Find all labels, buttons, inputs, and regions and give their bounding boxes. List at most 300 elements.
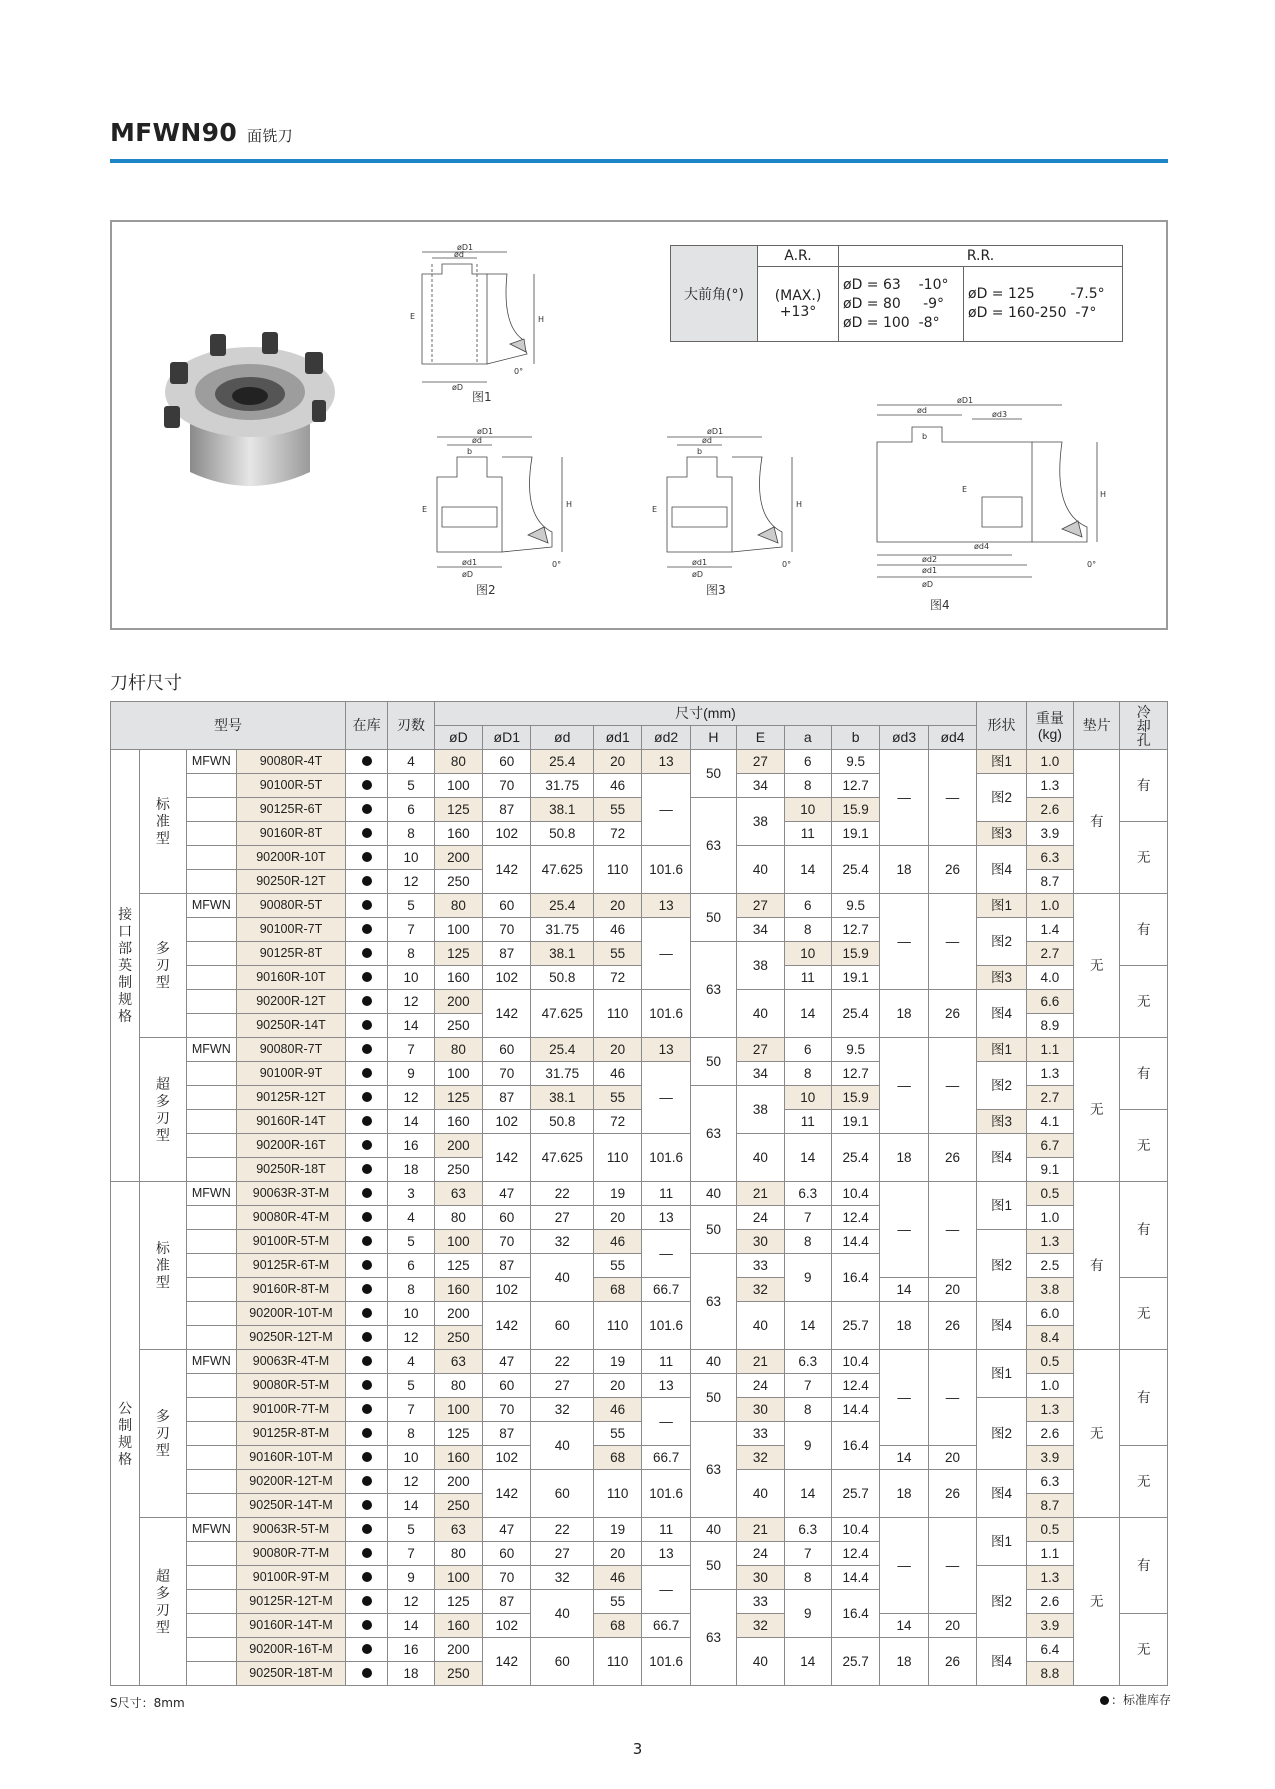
shape: 图4: [977, 1302, 1026, 1350]
teeth: 12: [388, 1326, 434, 1350]
fig3-d1b-label: ød1: [692, 558, 708, 567]
model-prefix: [186, 1662, 236, 1686]
dim-b: 12.7: [831, 774, 879, 798]
model-code: 90160R-8T-M: [237, 1278, 346, 1302]
dim-d2: 13: [642, 750, 690, 774]
model-code: 90100R-9T-M: [237, 1566, 346, 1590]
coolant: 无: [1120, 1110, 1168, 1182]
dim-d: 60: [531, 1470, 594, 1518]
dim-D: 80: [434, 1374, 482, 1398]
weight: 2.6: [1026, 1422, 1073, 1446]
weight: 8.9: [1026, 1014, 1073, 1038]
dim-E: 21: [737, 1518, 784, 1542]
table-row: [111, 1398, 1168, 1422]
table-row: [111, 1062, 1168, 1086]
weight: 1.3: [1026, 1230, 1073, 1254]
dim-d: 50.8: [531, 1110, 594, 1134]
stock-cell: [345, 1230, 387, 1254]
rake-angle-table: [670, 245, 1123, 342]
dim-d1: 110: [593, 1470, 641, 1518]
model-prefix: [186, 870, 236, 894]
dim-D1: 87: [483, 1086, 531, 1110]
teeth: 12: [388, 1590, 434, 1614]
dim-E: 21: [737, 1182, 784, 1206]
dim-E: 27: [737, 894, 784, 918]
section-title: 刀杆尺寸: [110, 673, 182, 694]
dim-b: 25.7: [831, 1470, 879, 1518]
dim-E: 34: [737, 774, 784, 798]
title-rule: [110, 159, 1168, 163]
dim-b: 15.9: [831, 942, 879, 966]
weight: 6.7: [1026, 1134, 1073, 1158]
dim-D1: 60: [483, 1038, 531, 1062]
stock-dot-icon: [1100, 1696, 1109, 1705]
teeth: 12: [388, 1470, 434, 1494]
shape: 图3: [977, 822, 1026, 846]
fig3-h-label: H: [796, 500, 803, 509]
coolant: 无: [1120, 966, 1168, 1038]
dim-E: 32: [737, 1278, 784, 1302]
table-row: [111, 822, 1168, 846]
teeth: 8: [388, 1278, 434, 1302]
dim-b: 12.7: [831, 1062, 879, 1086]
dim-D: 250: [434, 1662, 482, 1686]
dim-d2: 66.7: [642, 1278, 690, 1302]
dim-a: 8: [784, 1230, 831, 1254]
model-code: 90063R-5T-M: [237, 1518, 346, 1542]
dim-h-label: H: [538, 315, 545, 324]
dim-D1: 70: [483, 1062, 531, 1086]
weight: 8.8: [1026, 1662, 1073, 1686]
teeth: 12: [388, 870, 434, 894]
weight: 1.3: [1026, 1062, 1073, 1086]
dim-d1: 68: [593, 1446, 641, 1470]
dim-D: 100: [434, 918, 482, 942]
teeth: 9: [388, 1062, 434, 1086]
th-weight: 重量 (kg): [1026, 702, 1073, 750]
stock-cell: [345, 1038, 387, 1062]
stock-cell: [345, 1566, 387, 1590]
model-code: 90250R-12T: [237, 870, 346, 894]
stock-cell: [345, 1206, 387, 1230]
dim-d-label: ød: [454, 250, 464, 259]
stock-dot-icon: [362, 1404, 372, 1414]
dim-D1: 102: [483, 1110, 531, 1134]
fig1-label: 图1: [472, 390, 492, 404]
fig4-b-label: b: [922, 432, 928, 441]
shape: 图3: [977, 966, 1026, 990]
stock-dot-icon: [362, 1572, 372, 1582]
model-prefix: [186, 1206, 236, 1230]
footnote-stock: ：标准库存: [1100, 1691, 1171, 1708]
weight: 8.7: [1026, 1494, 1073, 1518]
dim-d2: 11: [642, 1518, 690, 1542]
fig2-b-label: b: [467, 447, 473, 456]
dim-d1: 19: [593, 1350, 641, 1374]
model-prefix: [186, 1014, 236, 1038]
stock-cell: [345, 1302, 387, 1326]
fig4-d1-label: øD1: [957, 397, 974, 405]
shape: 图4: [977, 1638, 1026, 1686]
dim-D: 100: [434, 1566, 482, 1590]
teeth: 8: [388, 822, 434, 846]
model-code: 90250R-14T-M: [237, 1494, 346, 1518]
dim-b: 15.9: [831, 1086, 879, 1110]
fig2-e-label: E: [422, 505, 428, 514]
group-label: 超多刃型: [140, 1518, 186, 1686]
model-code: 90080R-5T: [237, 894, 346, 918]
dim-d2: —: [642, 1566, 690, 1614]
teeth: 4: [388, 750, 434, 774]
dim-b: 25.4: [831, 1134, 879, 1182]
dim-b: 10.4: [831, 1350, 879, 1374]
stock-dot-icon: [362, 1020, 372, 1030]
weight: 1.4: [1026, 918, 1073, 942]
dim-d2: 11: [642, 1182, 690, 1206]
stock-dot-icon: [362, 1212, 372, 1222]
table-row: [111, 1350, 1168, 1374]
weight: 8.4: [1026, 1326, 1073, 1350]
dim-d4: —: [928, 1182, 977, 1278]
model-code: 90125R-8T-M: [237, 1422, 346, 1446]
model-prefix: [186, 966, 236, 990]
dim-d: 47.625: [531, 846, 594, 894]
spec-table: [110, 701, 1168, 1686]
dim-d1: 20: [593, 1206, 641, 1230]
weight: 2.7: [1026, 942, 1073, 966]
dim-a: 7: [784, 1542, 831, 1566]
dim-d3: —: [880, 894, 928, 990]
coolant: 有: [1120, 894, 1168, 966]
fig2-od-label: øD: [462, 570, 474, 579]
dim-d: 60: [531, 1638, 594, 1686]
dim-a: 8: [784, 774, 831, 798]
stock-dot-icon: [362, 924, 372, 934]
weight: 1.3: [1026, 1566, 1073, 1590]
dim-D1: 60: [483, 894, 531, 918]
dim-D: 250: [434, 1494, 482, 1518]
dim-d1: 46: [593, 1230, 641, 1254]
dim-b: 9.5: [831, 894, 879, 918]
model-code: 90125R-12T-M: [237, 1590, 346, 1614]
stock-cell: [345, 1446, 387, 1470]
teeth: 8: [388, 1422, 434, 1446]
model-prefix: [186, 1398, 236, 1422]
dim-D: 160: [434, 1446, 482, 1470]
table-row: [111, 1638, 1168, 1662]
coolant: 有: [1120, 1518, 1168, 1614]
teeth: 12: [388, 1086, 434, 1110]
stock-cell: [345, 1422, 387, 1446]
weight: 1.1: [1026, 1542, 1073, 1566]
stock-cell: [345, 1590, 387, 1614]
stock-dot-icon: [362, 1428, 372, 1438]
model-code: 90100R-7T: [237, 918, 346, 942]
dim-H: 63: [690, 1254, 736, 1350]
dim-d: 47.625: [531, 990, 594, 1038]
dim-D1: 142: [483, 990, 531, 1038]
dim-a: 6.3: [784, 1350, 831, 1374]
stock-dot-icon: [362, 756, 372, 766]
stock-cell: [345, 1158, 387, 1182]
model-code: 90200R-10T: [237, 846, 346, 870]
teeth: 16: [388, 1134, 434, 1158]
stock-dot-icon: [362, 780, 372, 790]
fig4-d4-label: ød4: [974, 542, 990, 551]
dim-D: 125: [434, 1590, 482, 1614]
model-prefix: [186, 1374, 236, 1398]
teeth: 10: [388, 846, 434, 870]
th-col-10: ød4: [928, 726, 977, 750]
dim-d1: 20: [593, 1038, 641, 1062]
stock-dot-icon: [362, 1596, 372, 1606]
dim-b: 19.1: [831, 1110, 879, 1134]
dim-d3: —: [880, 1518, 928, 1614]
dim-a: 10: [784, 942, 831, 966]
model-code: 90100R-7T-M: [237, 1398, 346, 1422]
stock-cell: [345, 822, 387, 846]
dim-a: 6: [784, 894, 831, 918]
model-code: 90080R-7T-M: [237, 1542, 346, 1566]
dim-D: 80: [434, 750, 482, 774]
th-col-1: øD1: [483, 726, 531, 750]
dim-H: 50: [690, 894, 736, 942]
dim-d: 27: [531, 1542, 594, 1566]
dim-E: 27: [737, 1038, 784, 1062]
shape: 图2: [977, 1398, 1026, 1470]
dim-E: 40: [737, 846, 784, 894]
teeth: 5: [388, 1518, 434, 1542]
dim-b: 19.1: [831, 822, 879, 846]
stock-cell: [345, 1110, 387, 1134]
dim-b: 10.4: [831, 1518, 879, 1542]
th-col-5: H: [690, 726, 736, 750]
stock-dot-icon: [362, 1164, 372, 1174]
dim-a: 11: [784, 966, 831, 990]
model-prefix: [186, 1062, 236, 1086]
dim-b: 16.4: [831, 1422, 879, 1470]
dim-b: 15.9: [831, 798, 879, 822]
dim-d4: 26: [928, 1470, 977, 1518]
model-code: 90080R-7T: [237, 1038, 346, 1062]
dim-E: 24: [737, 1206, 784, 1230]
teeth: 5: [388, 1230, 434, 1254]
stock-cell: [345, 1062, 387, 1086]
dim-d1: 110: [593, 1302, 641, 1350]
dim-H: 40: [690, 1182, 736, 1206]
dim-E: 33: [737, 1254, 784, 1278]
shape: 图4: [977, 1134, 1026, 1182]
dim-d: 60: [531, 1302, 594, 1350]
dim-d2: 101.6: [642, 1470, 690, 1518]
dim-D1: 87: [483, 1254, 531, 1278]
th-col-7: a: [784, 726, 831, 750]
model-code: 90160R-10T-M: [237, 1446, 346, 1470]
weight: 9.1: [1026, 1158, 1073, 1182]
stock-cell: [345, 1326, 387, 1350]
stock-dot-icon: [362, 852, 372, 862]
dim-E: 38: [737, 942, 784, 990]
stock-dot-icon: [362, 1044, 372, 1054]
stock-dot-icon: [362, 1284, 372, 1294]
dim-D: 250: [434, 1158, 482, 1182]
weight: 3.8: [1026, 1278, 1073, 1302]
dim-H: 63: [690, 942, 736, 1038]
dim-a: 14: [784, 990, 831, 1038]
coolant: 无: [1120, 1446, 1168, 1518]
diagram-fig4: [862, 397, 1152, 597]
dim-D: 125: [434, 1086, 482, 1110]
model-code: 90250R-18T: [237, 1158, 346, 1182]
fig3-e-label: E: [652, 505, 658, 514]
category-imperial: 接口部 英制规格: [111, 750, 140, 1182]
teeth: 6: [388, 798, 434, 822]
dim-a: 11: [784, 1110, 831, 1134]
stock-cell: [345, 750, 387, 774]
stock-cell: [345, 1614, 387, 1638]
shim: 无: [1074, 894, 1120, 1038]
weight: 6.6: [1026, 990, 1073, 1014]
coolant: 有: [1120, 1350, 1168, 1446]
shape: 图1: [977, 894, 1026, 918]
model-prefix: MFWN: [186, 1518, 236, 1542]
th-coolant: 冷却孔: [1120, 702, 1168, 750]
dim-D: 125: [434, 798, 482, 822]
th-col-8: b: [831, 726, 879, 750]
dim-b: 14.4: [831, 1398, 879, 1422]
coolant: 无: [1120, 822, 1168, 894]
dim-d1: 55: [593, 1086, 641, 1110]
table-row: [111, 774, 1168, 798]
dim-d2: —: [642, 774, 690, 846]
dim-d: 31.75: [531, 774, 594, 798]
table-row: [111, 1302, 1168, 1326]
dim-D1: 102: [483, 822, 531, 846]
teeth: 8: [388, 942, 434, 966]
stock-dot-icon: [362, 972, 372, 982]
dim-a: 14: [784, 1134, 831, 1182]
dim-d1: 110: [593, 990, 641, 1038]
model-code: 90100R-5T-M: [237, 1230, 346, 1254]
model-prefix: [186, 990, 236, 1014]
model-prefix: [186, 1278, 236, 1302]
group-label: 标准型: [140, 1182, 186, 1350]
shim: 有: [1074, 1182, 1120, 1350]
diagram-fig1: [402, 244, 562, 394]
coolant: 有: [1120, 1182, 1168, 1278]
coolant: 无: [1120, 1614, 1168, 1686]
dim-d1: 20: [593, 1374, 641, 1398]
dim-d3: 18: [880, 990, 928, 1038]
model-code: 90080R-4T: [237, 750, 346, 774]
weight: 3.9: [1026, 1446, 1073, 1470]
shape: 图2: [977, 918, 1026, 966]
weight: 1.3: [1026, 1398, 1073, 1422]
th-col-6: E: [737, 726, 784, 750]
fig3-od-label: øD: [692, 570, 704, 579]
stock-cell: [345, 1350, 387, 1374]
dim-D: 63: [434, 1182, 482, 1206]
weight: 1.3: [1026, 774, 1073, 798]
teeth: 18: [388, 1158, 434, 1182]
dim-d4: 20: [928, 1614, 977, 1638]
stock-dot-icon: [362, 1260, 372, 1270]
th-col-0: øD: [434, 726, 482, 750]
dim-D: 80: [434, 1038, 482, 1062]
model-code: 90080R-4T-M: [237, 1206, 346, 1230]
model-prefix: [186, 1470, 236, 1494]
dim-D: 200: [434, 1470, 482, 1494]
dim-d4: 26: [928, 1302, 977, 1350]
dim-a: 10: [784, 1086, 831, 1110]
dim-d1: 46: [593, 918, 641, 942]
th-shim: 垫片: [1074, 702, 1120, 750]
dim-D1: 102: [483, 1446, 531, 1470]
dim-D: 100: [434, 1230, 482, 1254]
teeth: 14: [388, 1014, 434, 1038]
table-row: [111, 1038, 1168, 1062]
dim-d1: 55: [593, 1590, 641, 1614]
dim-d: 40: [531, 1422, 594, 1470]
model-prefix: [186, 798, 236, 822]
coolant: 有: [1120, 750, 1168, 822]
dim-b: 16.4: [831, 1590, 879, 1638]
dim-d3: —: [880, 750, 928, 846]
diagram-fig2: [402, 417, 592, 587]
stock-cell: [345, 1182, 387, 1206]
model-prefix: [186, 1134, 236, 1158]
dim-d1: 55: [593, 798, 641, 822]
dim-d3: 18: [880, 1638, 928, 1686]
model-prefix: MFWN: [186, 1038, 236, 1062]
dim-d: 32: [531, 1566, 594, 1590]
model-code: 90200R-16T: [237, 1134, 346, 1158]
th-col-3: ød1: [593, 726, 641, 750]
stock-dot-icon: [362, 1236, 372, 1246]
dim-D: 160: [434, 1614, 482, 1638]
th-teeth: 刃数: [388, 702, 434, 750]
model-code: 90125R-6T-M: [237, 1254, 346, 1278]
dim-E: 30: [737, 1398, 784, 1422]
weight: 0.5: [1026, 1518, 1073, 1542]
model-code: 90250R-14T: [237, 1014, 346, 1038]
teeth: 4: [388, 1206, 434, 1230]
stock-cell: [345, 798, 387, 822]
fig3-d1-label: øD1: [707, 427, 724, 436]
teeth: 4: [388, 1350, 434, 1374]
model-code: 90160R-14T: [237, 1110, 346, 1134]
stock-cell: [345, 1638, 387, 1662]
dim-d: 38.1: [531, 942, 594, 966]
stock-dot-icon: [362, 1524, 372, 1534]
dim-d4: 26: [928, 1638, 977, 1686]
dim-b: 12.4: [831, 1374, 879, 1398]
teeth: 14: [388, 1494, 434, 1518]
fig3-b-label: b: [697, 447, 703, 456]
shape: 图1: [977, 750, 1026, 774]
table-row: [111, 1470, 1168, 1494]
dim-D: 80: [434, 1542, 482, 1566]
weight: 6.3: [1026, 1470, 1073, 1494]
model-prefix: [186, 1590, 236, 1614]
table-row: [111, 750, 1168, 774]
stock-cell: [345, 870, 387, 894]
dim-D: 125: [434, 1254, 482, 1278]
dim-D: 200: [434, 1134, 482, 1158]
teeth: 5: [388, 894, 434, 918]
stock-cell: [345, 1014, 387, 1038]
model-prefix: [186, 1230, 236, 1254]
